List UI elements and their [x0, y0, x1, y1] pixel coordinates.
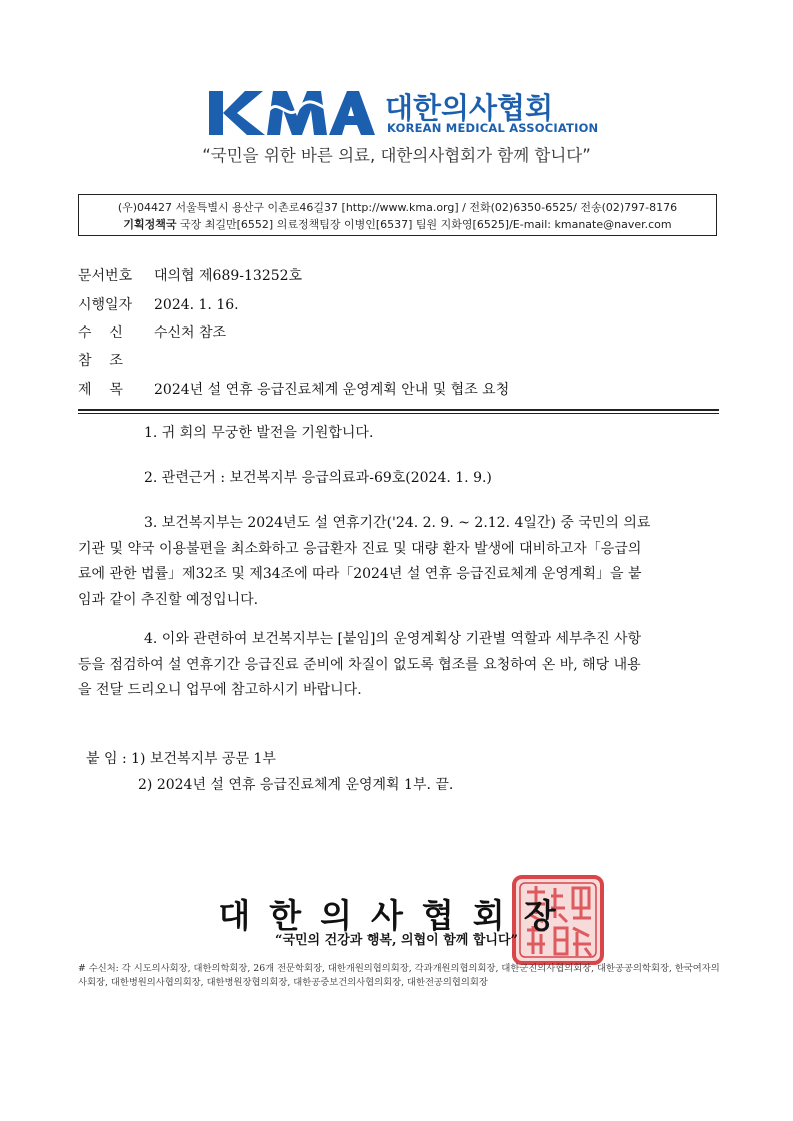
paragraph-3 — [78, 511, 718, 613]
signature-name: 대한의사협회장 — [218, 896, 575, 935]
paragraph-4 — [78, 627, 718, 704]
department-name: 기획정책국 — [123, 218, 177, 231]
date-value: 2024. 1. 16. — [154, 297, 239, 313]
subject-value: 2024년 설 연휴 응급진료체계 운영계획 안내 및 협조 요청 — [154, 382, 510, 398]
paragraph-2 — [78, 466, 718, 492]
divider-thick — [78, 409, 719, 411]
logo-korean-name: 대한의사협회 — [385, 91, 554, 125]
attachment-item: 2) 2024년 설 연휴 응급진료체계 운영계획 1부. 끝. — [138, 777, 454, 793]
date-label: 시행일자 — [78, 297, 133, 313]
contact-details: 국장 최길만[6552] 의료정책팀장 이병인[6537] 팀원 지화영[6525]/E-mail: kmanate@naver.com — [176, 218, 672, 231]
paragraph-text: 료에 관한 법률」제32조 및 제34조에 따라「2024년 설 연휴 응급진료체계 운영계획」을 붙 — [78, 566, 642, 582]
signature-motto: “국민의 건강과 행복, 의협이 함께 합니다” — [274, 933, 519, 948]
attachment-item: 1) 보건복지부 공문 1부 — [131, 751, 276, 767]
paragraph-text: 4. 이와 관련하여 보건복지부는 [붙임]의 운영계획상 기관별 역할과 세부추진 사항 — [144, 631, 642, 647]
reference-row — [78, 350, 154, 370]
paragraph-text: 3. 보건복지부는 2024년도 설 연휴기간('24. 2. 9. ~ 2.12. 4일간) 중 국민의 의료 — [144, 515, 651, 531]
recipient-row — [78, 322, 226, 342]
paragraph-text: 기관 및 약국 이용불편을 최소화하고 응급환자 진료 및 대량 환자 발생에 대비하고자「응급의 — [78, 540, 642, 557]
paragraph-text: 을 전달 드리오니 업무에 참고하시기 바랍니다. — [78, 682, 362, 698]
subject-row — [78, 379, 509, 399]
logo-english-name: KOREAN MEDICAL ASSOCIATION — [387, 121, 599, 135]
attachment-label: 붙 임 : — [86, 751, 127, 767]
subject-label: 제 목 — [78, 382, 123, 398]
recipients-list: # 수신처: 각 시도의사회장, 대한의학회장, 26개 전문학회장, 대한개원의협의회장, 각과개원의협의회장, 대한군진의사협의회장, 대한공공의학회장, 한국여자의사회장, 대한병원의사협의회장, 대한병원장협의회장, 대한공중보건의사협의회장, 대한전공의협의회장 — [78, 963, 720, 988]
paragraph-text: 2. 관련근거 : 보건복지부 응급의료과-69호(2024. 1. 9.) — [144, 470, 492, 486]
kma-logo — [207, 88, 375, 138]
divider-thin — [78, 413, 719, 414]
recipient-value: 수신처 참조 — [154, 325, 227, 341]
reference-label: 참 조 — [78, 353, 123, 369]
contact-line — [79, 216, 716, 232]
doc-number-row — [78, 265, 302, 285]
doc-number-label: 문서번호 — [78, 268, 133, 284]
paragraph-text: 임과 같이 추진할 예정입니다. — [78, 591, 259, 608]
paragraph-text: 등을 점검하여 설 연휴기간 응급진료 준비에 차질이 없도록 협조를 요청하여 온 바, 해당 내용 — [78, 656, 641, 673]
recipient-label: 수 신 — [78, 325, 123, 341]
address-line: (우)04427 서울특별시 용산구 이촌로46길37 [http://www.kma.org] / 전화(02)6350-6525/ 전송(02)797-8176 — [117, 201, 678, 214]
attachment-row-1 — [86, 748, 276, 768]
doc-number: 대의협 제689-13252호 — [154, 268, 303, 284]
date-row — [78, 294, 239, 314]
slogan: “국민을 위한 바른 의료, 대한의사협회가 함께 합니다” — [202, 146, 591, 165]
paragraph-1 — [78, 421, 718, 447]
address-box — [78, 194, 717, 236]
attachment-row-2 — [138, 774, 453, 794]
paragraph-text: 1. 귀 회의 무궁한 발전을 기원합니다. — [144, 425, 374, 441]
